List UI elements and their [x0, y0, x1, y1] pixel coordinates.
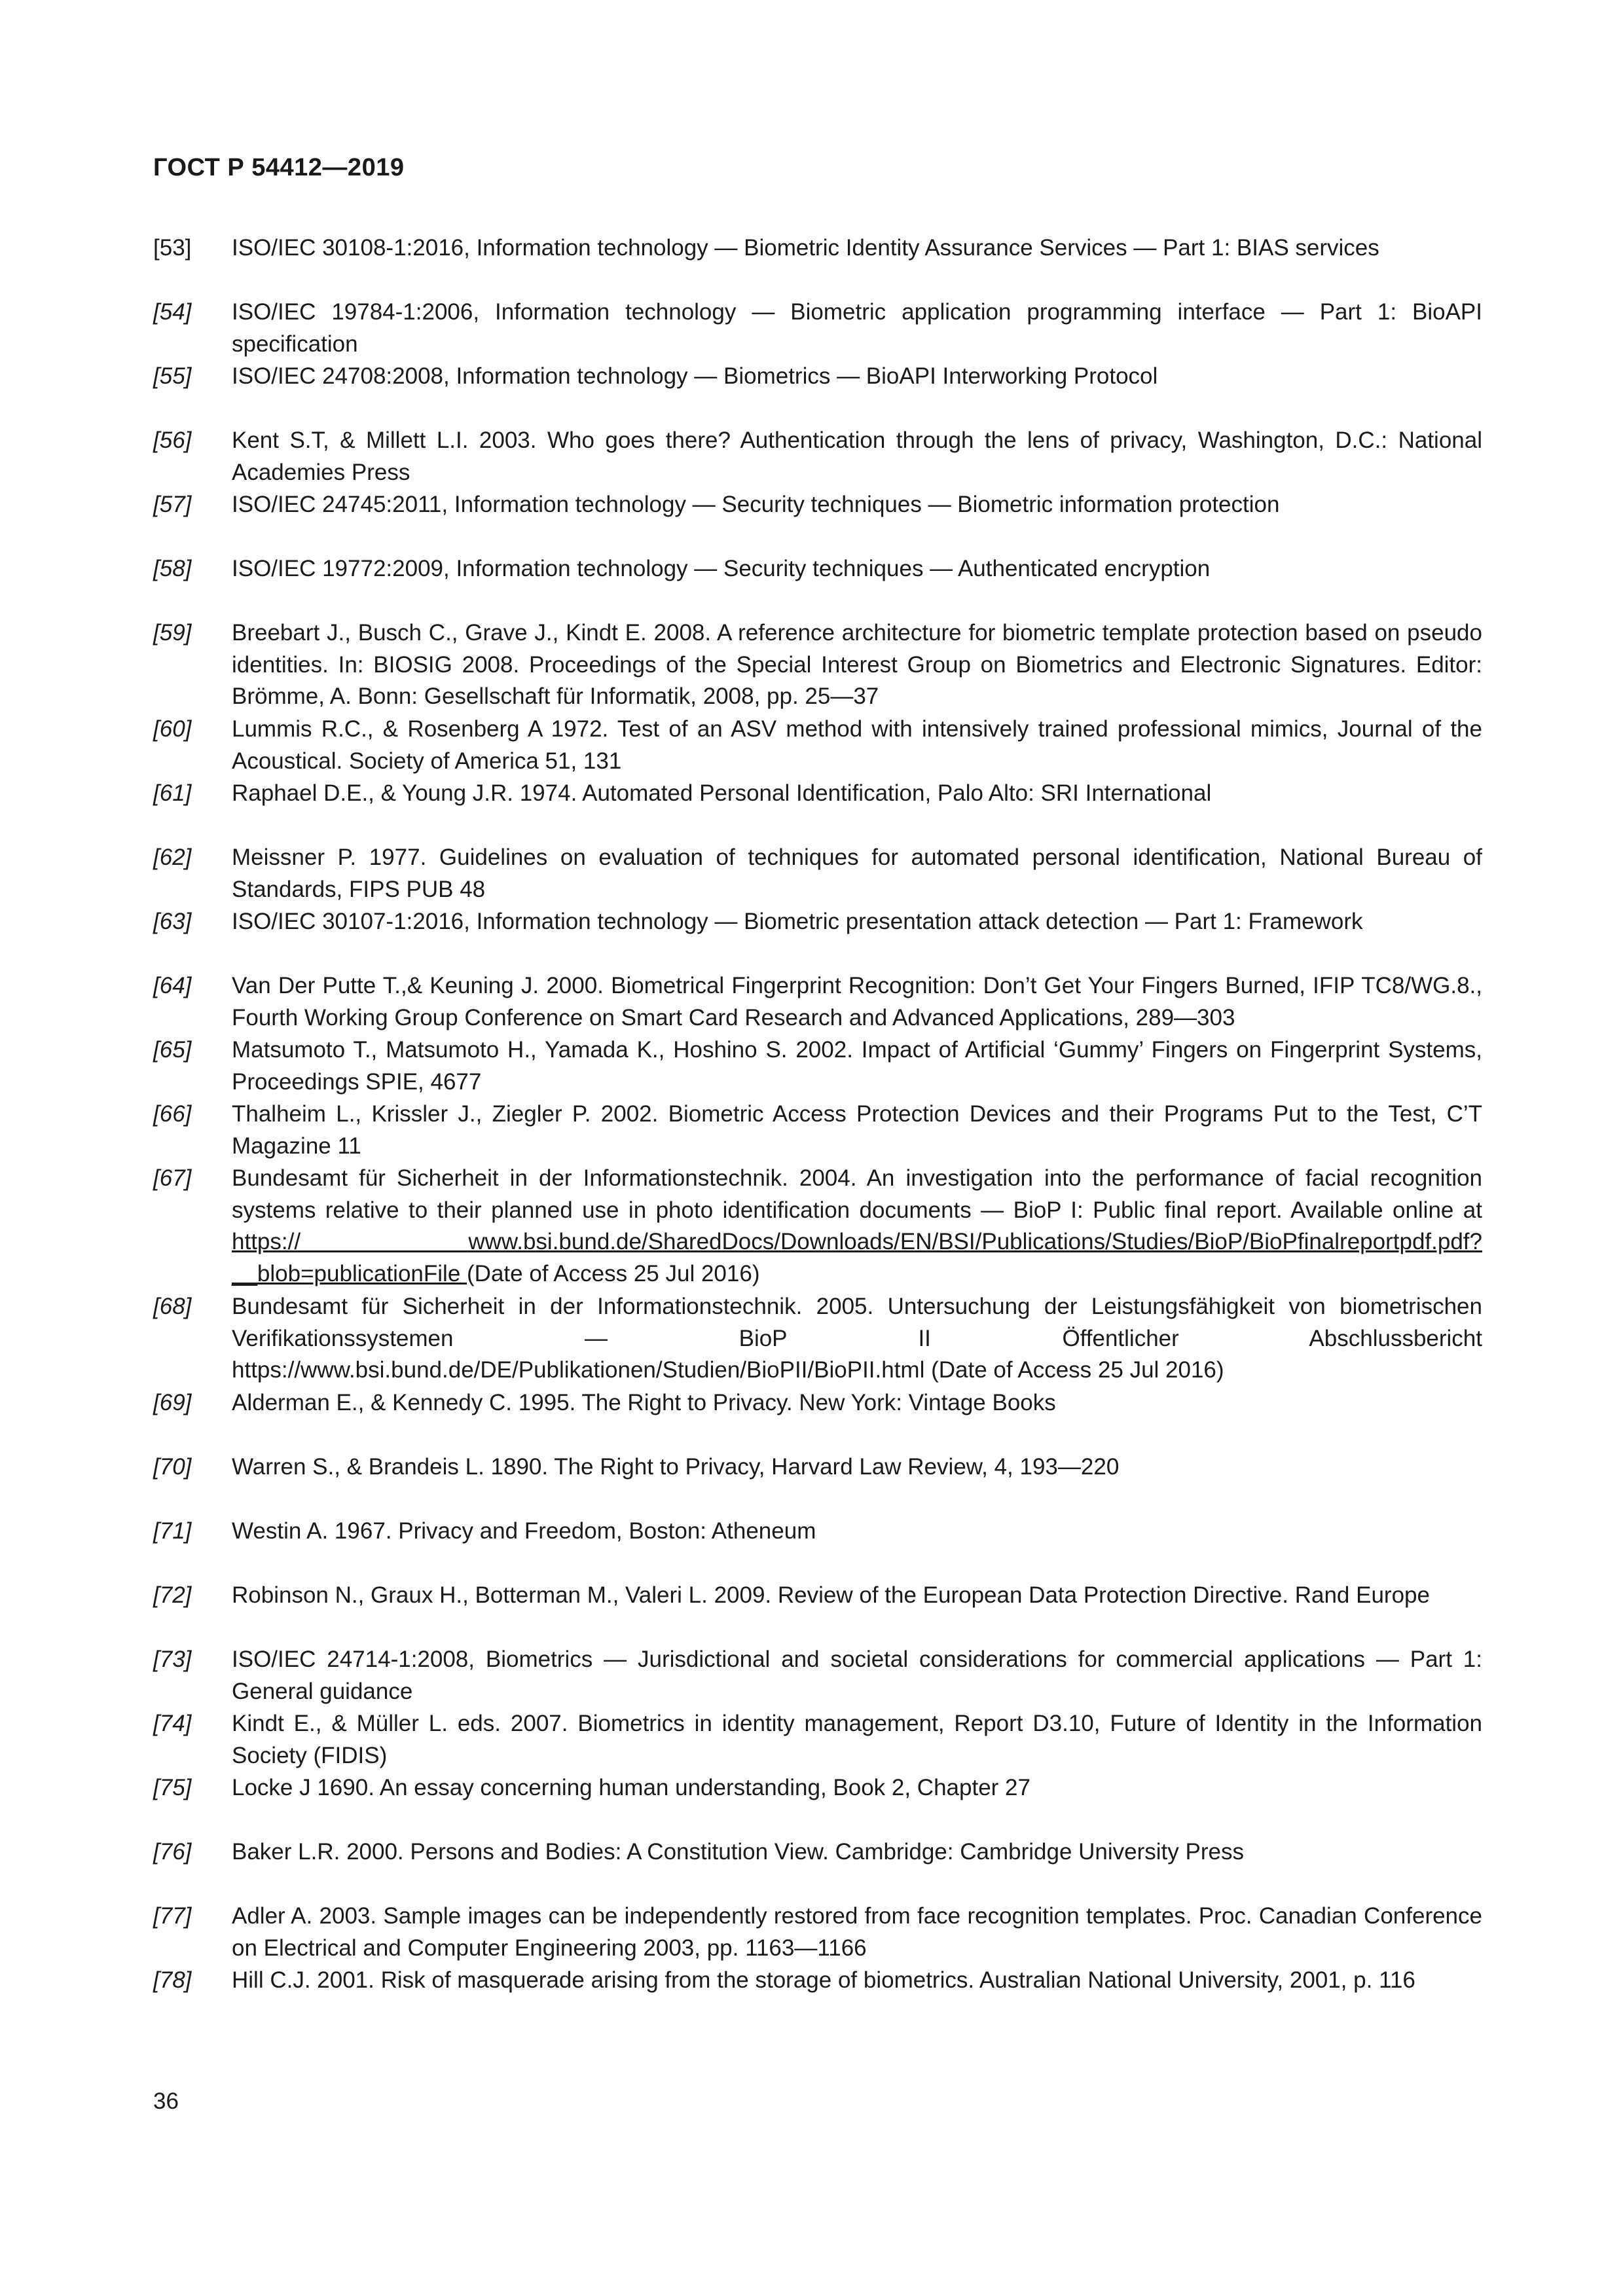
reference-item-70	[153, 1451, 1482, 1484]
reference-number: [69]	[153, 1390, 192, 1415]
reference-text-after: (Date of Access 25 Jul 2016)	[467, 1260, 760, 1286]
reference-text: Baker L.R. 2000. Persons and Bodies: A Constitution View. Cambridge: Cambridge University Press	[232, 1839, 1244, 1865]
reference-item-73	[153, 1644, 1482, 1707]
reference-number: [57]	[153, 492, 192, 517]
reference-text: Breebart J., Busch C., Grave J., Kindt E. 2008. A reference architecture for biometric template protection based on pseudo identities. In: BIOSIG 2008. Proceedings of the Special Interest Group on Biometrics and Electronic Signatures. Editor: Brömme, A. Bonn: Gesellschaft für Informatik, 2008, pp. 25—37	[232, 620, 1482, 709]
reference-text: ISO/IEC 24745:2011, Information technology — Security techniques — Biometric information protection	[232, 492, 1280, 517]
reference-number: [73]	[153, 1647, 192, 1672]
reference-number: [70]	[153, 1454, 192, 1480]
reference-text: Hill C.J. 2001. Risk of masquerade arising from the storage of biometrics. Australian National University, 2001, p. 116	[232, 1967, 1415, 1993]
reference-text: Warren S., & Brandeis L. 1890. The Right to Privacy, Harvard Law Review, 4, 193—220	[232, 1454, 1120, 1480]
reference-item-54	[153, 297, 1482, 360]
reference-text: ISO/IEC 19784-1:2006, Information technology — Biometric application programming interface — Part 1: BioAPI specification	[232, 299, 1482, 357]
reference-number: [62]	[153, 845, 192, 870]
reference-text: Raphael D.E., & Young J.R. 1974. Automated Personal Identification, Palo Alto: SRI International	[232, 780, 1212, 806]
reference-item-64	[153, 970, 1482, 1034]
reference-item-55	[153, 361, 1482, 393]
reference-number: [54]	[153, 299, 192, 325]
reference-number: [63]	[153, 909, 192, 934]
reference-item-57	[153, 489, 1482, 521]
reference-number: [59]	[153, 620, 192, 646]
reference-item-78	[153, 1965, 1482, 1997]
reference-text: Adler A. 2003. Sample images can be independently restored from face recognition templates. Proc. Canadian Conference on Electrical and Computer Engineering 2003, pp. 1163—1166	[232, 1903, 1482, 1961]
reference-number: [53]	[153, 235, 192, 261]
document-header-title: ГОСТ Р 54412—2019	[153, 154, 405, 181]
reference-number: [72]	[153, 1582, 192, 1608]
reference-number: [67]	[153, 1165, 192, 1191]
reference-number: [66]	[153, 1101, 192, 1127]
reference-item-74	[153, 1708, 1482, 1772]
reference-item-62	[153, 842, 1482, 905]
reference-number: [58]	[153, 556, 192, 581]
reference-text: Kent S.T, & Millett L.I. 2003. Who goes there? Authentication through the lens of privacy, Washington, D.C.: National Academies Press	[232, 428, 1482, 485]
reference-text: Kindt E., & Müller L. eds. 2007. Biometrics in identity management, Report D3.10, Future of Identity in the Information Society (FIDIS)	[232, 1711, 1482, 1768]
reference-text: Alderman E., & Kennedy C. 1995. The Right to Privacy. New York: Vintage Books	[232, 1390, 1056, 1415]
reference-item-56	[153, 425, 1482, 488]
page-number: 36	[153, 2088, 179, 2114]
reference-item-60	[153, 714, 1482, 777]
reference-text	[232, 1163, 1482, 1290]
reference-number: [55]	[153, 363, 192, 389]
reference-text-before: Bundesamt für Sicherheit in der Informationstechnik. 2004. An investigation into the performance of facial recognition systems relative to their planned use in photo identification documents — BioP I: Public final report. Available online at	[232, 1165, 1482, 1223]
reference-number: [71]	[153, 1518, 192, 1544]
reference-text: ISO/IEC 30108-1:2016, Information technology — Biometric Identity Assurance Services — Part 1: BIAS services	[232, 235, 1379, 261]
reference-item-69	[153, 1387, 1482, 1419]
reference-number: [77]	[153, 1903, 192, 1929]
reference-item-58	[153, 553, 1482, 585]
reference-text: Robinson N., Graux H., Botterman M., Valeri L. 2009. Review of the European Data Protection Directive. Rand Europe	[232, 1582, 1430, 1608]
reference-item-67	[153, 1163, 1482, 1290]
reference-text: Lummis R.C., & Rosenberg A 1972. Test of an ASV method with intensively trained professional mimics, Journal of the Acoustical. Society of America 51, 131	[232, 716, 1482, 774]
reference-item-59	[153, 617, 1482, 713]
reference-text: Locke J 1690. An essay concerning human understanding, Book 2, Chapter 27	[232, 1775, 1030, 1800]
reference-text: Thalheim L., Krissler J., Ziegler P. 2002. Biometric Access Protection Devices and their Programs Put to the Test, C’T Magazine 11	[232, 1101, 1482, 1159]
reference-number: [68]	[153, 1294, 192, 1319]
reference-text: ISO/IEC 30107-1:2016, Information technology — Biometric presentation attack detection — Part 1: Framework	[232, 909, 1363, 934]
reference-item-76	[153, 1836, 1482, 1868]
reference-text: Meissner P. 1977. Guidelines on evaluation of techniques for automated personal identification, National Bureau of Standards, FIPS PUB 48	[232, 845, 1482, 902]
reference-text: Matsumoto T., Matsumoto H., Yamada K., Hoshino S. 2002. Impact of Artificial ‘Gummy’ Fingers on Fingerprint Systems, Proceedings SPIE, 4677	[232, 1037, 1482, 1095]
reference-item-61	[153, 778, 1482, 810]
reference-text: Van Der Putte T.,& Keuning J. 2000. Biometrical Fingerprint Recognition: Don’t Get Your Fingers Burned, IFIP TC8/WG.8., Fourth Working Group Conference on Smart Card Research and Advanced Applications, 289—303	[232, 973, 1482, 1030]
reference-item-66	[153, 1099, 1482, 1162]
reference-number: [64]	[153, 973, 192, 998]
reference-item-63	[153, 906, 1482, 938]
reference-number: [56]	[153, 428, 192, 453]
reference-text: Bundesamt für Sicherheit in der Informationstechnik. 2005. Untersuchung der Leistungsfähigkeit von biometrischen Verifikationssystemen — BioP II Öffentlicher Abschlussbericht https://www.bsi.bund.de/DE/Publikationen/Studien/BioPII/BioPII.html (Date of Access 25 Jul 2016)	[232, 1294, 1482, 1383]
reference-number: [76]	[153, 1839, 192, 1865]
reference-number: [60]	[153, 716, 192, 742]
reference-item-75	[153, 1772, 1482, 1804]
reference-number: [74]	[153, 1711, 192, 1736]
reference-item-72	[153, 1580, 1482, 1612]
reference-number: [65]	[153, 1037, 192, 1063]
reference-number: [75]	[153, 1775, 192, 1800]
reference-text: ISO/IEC 24708:2008, Information technology — Biometrics — BioAPI Interworking Protocol	[232, 363, 1158, 389]
reference-item-68	[153, 1291, 1482, 1387]
reference-item-53	[153, 232, 1482, 264]
reference-item-77	[153, 1901, 1482, 1964]
reference-text: ISO/IEC 24714-1:2008, Biometrics — Jurisdictional and societal considerations for commercial applications — Part 1: General guidance	[232, 1647, 1482, 1704]
reference-text: ISO/IEC 19772:2009, Information technology — Security techniques — Authenticated encryption	[232, 556, 1211, 581]
reference-item-65	[153, 1034, 1482, 1098]
reference-text: Westin A. 1967. Privacy and Freedom, Boston: Atheneum	[232, 1518, 816, 1544]
reference-number: [78]	[153, 1967, 192, 1993]
reference-number: [61]	[153, 780, 192, 806]
reference-item-71	[153, 1516, 1482, 1548]
reference-link[interactable]: https:// www.bsi.bund.de/SharedDocs/Downloads/EN/BSI/Publications/Studies/BioP/BioPfinalreportpdf.pdf?__blob=publicationFile	[232, 1229, 1482, 1286]
